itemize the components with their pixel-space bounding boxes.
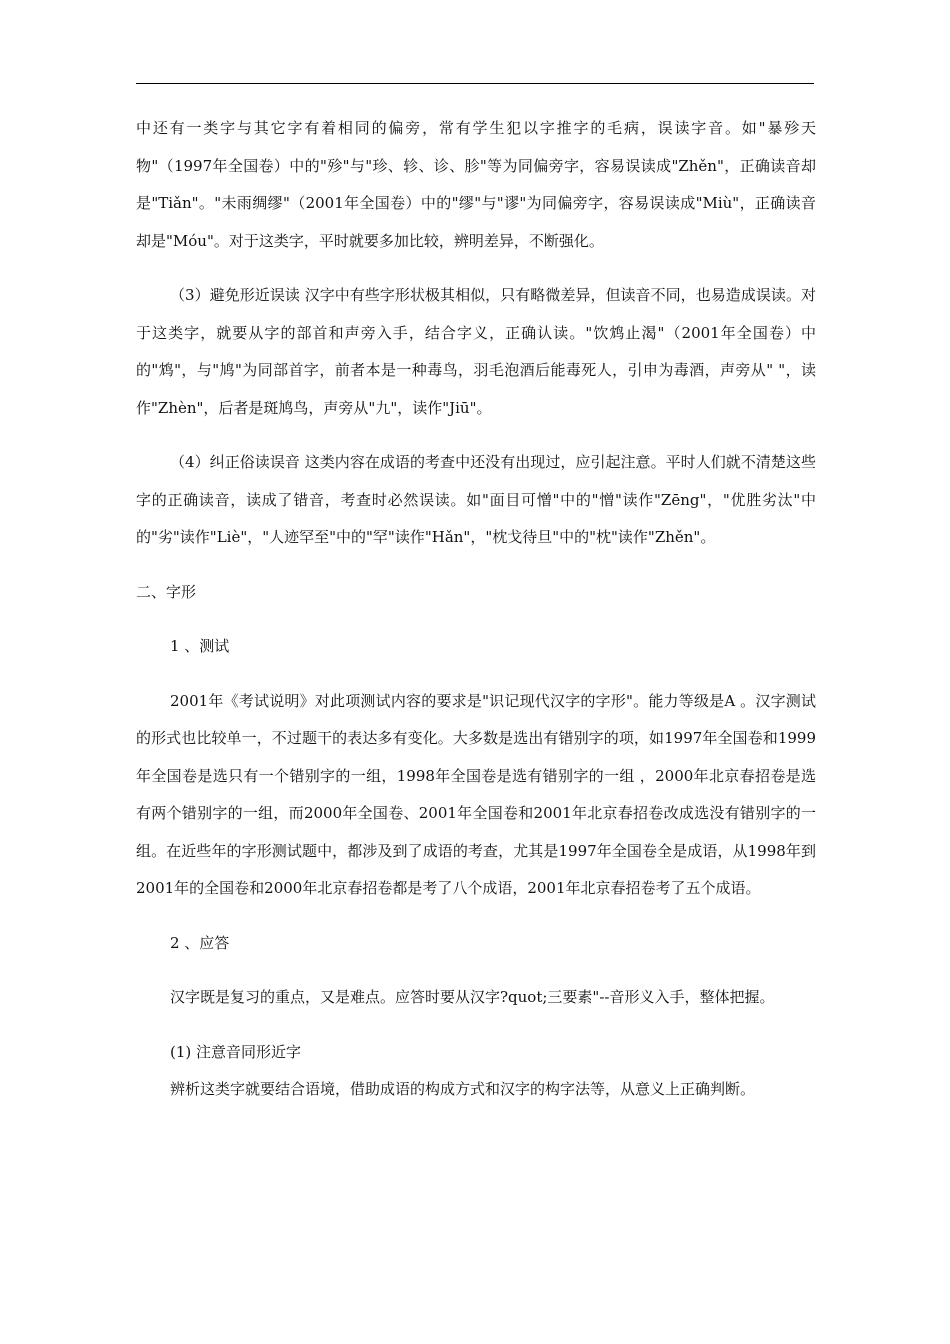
section-heading-zixing: 二、字形 xyxy=(136,582,197,601)
subheading-answer: 2 、应答 xyxy=(170,933,230,952)
header-rule xyxy=(136,83,814,84)
paragraph-answer-intro: 汉字既是复习的重点，又是难点。应答时要从汉字?quot;三要素"--音形义入手，整体把握。 xyxy=(170,988,775,1006)
paragraph-similar-shape: （3）避免形近误读 汉字中有些字形状极其相似，只有略微差异，但读音不同，也易造成误读。对于这类字，就要从字的部首和声旁入手，结合字义，正确认读。"饮鸩止渴"（2001年全国卷）中的"鸩"，与"鸠"为同部首字，前者本是一种毒鸟，羽毛泡酒后能毒死人，引申为毒酒，声旁从" "，读作"Zhèn"，后者是斑鸠鸟，声旁从"九"，读作"Jiū"。 xyxy=(136,286,816,417)
paragraph-same-radical: 中还有一类字与其它字有着相同的偏旁，常有学生犯以字推字的毛病，误读字音。如"暴殄天物"（1997年全国卷）中的"殄"与"珍、轸、诊、胗"等为同偏旁字，容易误读成"Zhěn"，正确读音却是"Tiǎn"。"未雨绸缪"（2001年全国卷）中的"缪"与"谬"为同偏旁字，容易误读成"Miù"，正确读音却是"Móu"。对于这类字，平时就要多加比较，辨明差异，不断强化。 xyxy=(136,119,816,250)
subheading-test: 1 、测试 xyxy=(170,637,230,655)
subheading-homophone-shape: (1) 注意音同形近字 xyxy=(170,1042,302,1061)
paragraph-test-description: 2001年《考试说明》对此项测试内容的要求是"识记现代汉字的字形"。能力等级是A 。汉字测试的形式也比较单一，不过题干的表达多有变化。大多数是选出有错别字的项，如1997年全国卷和1999年全国卷是选只有一个错别字的一组，1998年全国卷是选有错别字的一组 ，2000年北京春招卷是选有两个错别字的一组，而2000年全国卷、2001年全国卷和2001年北京春招卷改成选没有错别字的一组。在近些年的字形测试题中，都涉及到了成语的考查，尤其是1997年全国卷全是成语，从1998年到2001年的全国卷和2000年北京春招卷都是考了八个成语，2001年北京春招卷考了五个成语。 xyxy=(136,691,816,897)
document-body xyxy=(136,110,816,1109)
paragraph-common-misreading: （4）纠正俗读误音 这类内容在成语的考查中还没有出现过，应引起注意。平时人们就不清楚这些字的正确读音，读成了错音，考查时必然误读。如"面目可憎"中的"憎"读作"Zēng"，"优胜劣汰"中的"劣"读作"Liè"，"人迹罕至"中的"罕"读作"Hǎn"，"枕戈待旦"中的"枕"读作"Zhěn"。 xyxy=(136,453,816,546)
paragraph-homophone-shape: 辨析这类字就要结合语境，借助成语的构成方式和汉字的构字法等，从意义上正确判断。 xyxy=(170,1080,756,1098)
